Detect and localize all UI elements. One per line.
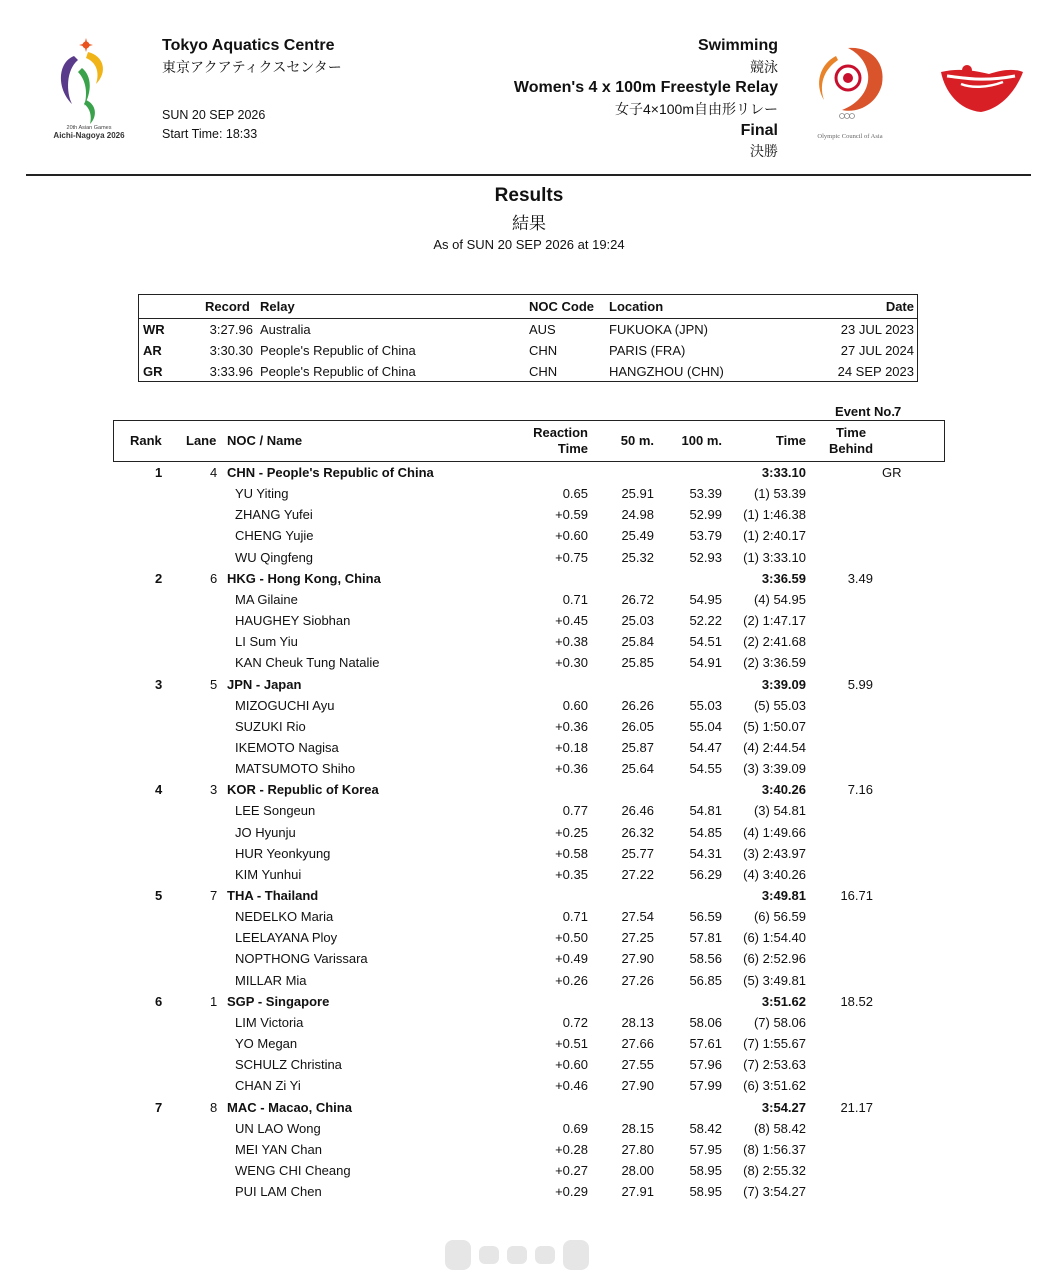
- swimmer-100m: 54.85: [689, 824, 722, 840]
- swimmer-100m: 52.99: [689, 507, 722, 523]
- swimmer-100m: 55.03: [689, 697, 722, 713]
- venue-name: Tokyo Aquatics Centre: [162, 37, 335, 54]
- swimmer-100m: 58.56: [689, 951, 722, 967]
- swimmer-100m: 57.95: [689, 1141, 722, 1157]
- header-reaction-line2: Time: [557, 441, 588, 456]
- swimmer-50m: 26.72: [621, 591, 654, 607]
- oca-text: Olympic Council of Asia: [817, 133, 883, 140]
- swimmer-name: CHENG Yujie: [235, 528, 314, 544]
- team-name: CHN - People's Republic of China: [227, 465, 434, 480]
- swimmer-reaction-time: +0.26: [555, 972, 588, 988]
- swimmer-50m: 24.98: [621, 507, 654, 523]
- swimmer-reaction-time: +0.58: [555, 845, 588, 861]
- swimmer-50m: 27.26: [621, 972, 654, 988]
- swimmer-name: LEE Songeun: [235, 803, 316, 819]
- swimmer-reaction-time: 0.72: [562, 1014, 588, 1030]
- swimmer-name: KAN Cheuk Tung Natalie: [235, 655, 380, 671]
- swimmer-reaction-time: +0.50: [555, 930, 588, 946]
- swimmer-50m: 25.03: [621, 613, 654, 629]
- swimmer-split: (2) 1:47.17: [743, 613, 806, 629]
- team-time-behind: 21.17: [840, 1099, 873, 1115]
- swimmer-50m: 27.54: [621, 909, 654, 925]
- swimmer-50m: 27.25: [621, 930, 654, 946]
- swimmer-name: SUZUKI Rio: [235, 718, 306, 734]
- swimmer-100m: 58.95: [689, 1184, 722, 1200]
- swimmer-split: (6) 3:51.62: [743, 1078, 806, 1094]
- event-no-label: Event No.: [835, 404, 895, 419]
- swimmer-100m: 54.95: [689, 591, 722, 607]
- team-time: 3:51.62: [761, 993, 806, 1009]
- swimmer-name: YO Megan: [235, 1036, 298, 1052]
- swimmer-50m: 28.13: [621, 1014, 654, 1030]
- team-rank: 1: [155, 465, 163, 480]
- swimmer-name: MIZOGUCHI Ayu: [235, 697, 335, 713]
- swimmer-100m: 58.42: [689, 1120, 722, 1136]
- record-code: WR: [143, 322, 165, 337]
- team-name: MAC - Macao, China: [227, 1099, 352, 1115]
- swimmer-name: MATSUMOTO Shiho: [235, 761, 356, 777]
- oca-logo: [808, 42, 892, 142]
- team-time: 3:36.59: [761, 570, 806, 586]
- team-lane: 6: [210, 570, 218, 586]
- swimmer-split: (5) 1:50.07: [743, 718, 806, 734]
- swimmer-split: (5) 3:49.81: [743, 972, 806, 988]
- records-header-date: Date: [885, 299, 914, 314]
- swimmer-split: (8) 2:55.32: [743, 1162, 806, 1178]
- swimmer-100m: 56.85: [689, 972, 722, 988]
- swimmer-100m: 54.51: [689, 634, 722, 650]
- swimmer-split: (7) 58.06: [753, 1014, 806, 1030]
- swimmer-100m: 54.55: [689, 761, 722, 777]
- record-date: 23 JUL 2023: [840, 322, 914, 337]
- team-time-behind: 18.52: [840, 993, 873, 1009]
- swimmer-name: WU Qingfeng: [235, 549, 314, 565]
- swimmer-name: HUR Yeonkyung: [235, 845, 331, 861]
- swimmer-reaction-time: 0.65: [562, 486, 588, 502]
- swimmer-reaction-time: +0.75: [555, 549, 588, 565]
- swimmer-split: (7) 1:55.67: [743, 1036, 806, 1052]
- swimmer-50m: 27.22: [621, 866, 654, 882]
- records-table: [138, 294, 918, 382]
- team-lane: 1: [210, 993, 218, 1009]
- swimmer-reaction-time: +0.35: [555, 866, 588, 882]
- swimmer-reaction-time: 0.77: [562, 803, 588, 819]
- record-location: FUKUOKA (JPN): [609, 322, 708, 337]
- logo-caption-line2: Aichi-Nagoya 2026: [53, 131, 125, 140]
- record-location: HANGZHOU (CHN): [609, 364, 724, 379]
- team-lane: 4: [210, 465, 218, 480]
- swimmer-50m: 27.91: [621, 1184, 654, 1200]
- swimmer-split: (3) 2:43.97: [743, 845, 806, 861]
- team-lane: 5: [210, 676, 218, 692]
- swimmer-split: (8) 1:56.37: [743, 1141, 806, 1157]
- swimmer-split: (2) 3:36.59: [743, 655, 806, 671]
- records-header-noc: NOC Code: [529, 299, 594, 314]
- record-relay: People's Republic of China: [260, 343, 416, 358]
- swimmer-50m: 25.64: [621, 761, 654, 777]
- swimmer-50m: 25.87: [621, 739, 654, 755]
- swimmer-split: (1) 53.39: [753, 486, 806, 502]
- team-rank: 4: [155, 782, 163, 798]
- swimmer-50m: 26.26: [621, 697, 654, 713]
- swimmer-reaction-time: +0.30: [555, 655, 588, 671]
- swimmer-reaction-time: +0.36: [555, 718, 588, 734]
- swimmer-reaction-time: +0.51: [555, 1036, 588, 1052]
- event-date: SUN 20 SEP 2026: [162, 108, 266, 122]
- event-no-value: 7: [894, 404, 902, 419]
- team-rank: 6: [155, 993, 163, 1009]
- swimmer-split: (3) 3:39.09: [743, 761, 806, 777]
- swimmer-100m: 55.04: [689, 718, 722, 734]
- swimmer-100m: 54.31: [689, 845, 722, 861]
- phase-name-jp: 決勝: [750, 143, 778, 159]
- record-time: 3:27.96: [209, 322, 253, 337]
- venue-name-jp: 東京アクアティクスセンター: [162, 59, 342, 75]
- swimmer-split: (7) 2:53.63: [743, 1057, 806, 1073]
- team-time: 3:39.09: [761, 676, 806, 692]
- swimmer-reaction-time: 0.71: [562, 591, 588, 607]
- swimmer-reaction-time: +0.59: [555, 507, 588, 523]
- header-lane: Lane: [186, 433, 217, 448]
- swimmer-50m: 26.32: [621, 824, 654, 840]
- header-noc-name: NOC / Name: [227, 433, 303, 448]
- swimmer-name: WENG CHI Cheang: [235, 1162, 351, 1178]
- team-time: 3:54.27: [761, 1099, 806, 1115]
- swimmer-reaction-time: +0.49: [555, 951, 588, 967]
- swimmer-name: ZHANG Yufei: [235, 507, 313, 523]
- record-date: 24 SEP 2023: [837, 364, 914, 379]
- swimmer-50m: 25.84: [621, 634, 654, 650]
- swimmer-split: (4) 54.95: [753, 591, 806, 607]
- record-noc: AUS: [529, 322, 556, 337]
- swimmer-100m: 53.79: [689, 528, 722, 544]
- swimmer-name: KIM Yunhui: [235, 866, 302, 882]
- team-time-behind: 3.49: [847, 570, 873, 586]
- swimmer-50m: 27.90: [621, 951, 654, 967]
- header-behind-line1: Time: [835, 425, 867, 440]
- swimmer-100m: 54.47: [689, 739, 722, 755]
- swimmer-name: SCHULZ Christina: [235, 1057, 342, 1073]
- records-header-record: Record: [205, 299, 250, 314]
- swimmer-reaction-time: +0.45: [555, 613, 588, 629]
- as-of-timestamp: As of SUN 20 SEP 2026 at 19:24: [433, 237, 625, 252]
- swimmer-100m: 57.81: [689, 930, 722, 946]
- team-rank: 7: [155, 1099, 163, 1115]
- swimmer-50m: 26.05: [621, 718, 654, 734]
- swimmer-name: UN LAO Wong: [235, 1120, 321, 1136]
- event-name-jp: 女子4×100m自由形リレー: [615, 101, 778, 117]
- swimmer-reaction-time: +0.18: [555, 739, 588, 755]
- team-name: SGP - Singapore: [227, 993, 330, 1009]
- swimmer-50m: 27.90: [621, 1078, 654, 1094]
- sport-name-jp: 競泳: [750, 59, 778, 75]
- team-time: 3:33.10: [761, 465, 806, 480]
- swimmer-100m: 53.39: [689, 486, 722, 502]
- swimmer-name: LIM Victoria: [235, 1014, 304, 1030]
- swimmer-split: (6) 2:52.96: [743, 951, 806, 967]
- swimmer-50m: 25.85: [621, 655, 654, 671]
- swimmer-name: MEI YAN Chan: [235, 1141, 322, 1157]
- swimmer-50m: 25.91: [621, 486, 654, 502]
- swimmer-reaction-time: +0.28: [555, 1141, 588, 1157]
- swimmer-split: (7) 3:54.27: [743, 1184, 806, 1200]
- swimmer-reaction-time: +0.27: [555, 1162, 588, 1178]
- swimmer-50m: 28.15: [621, 1120, 654, 1136]
- logo-caption: [44, 125, 134, 140]
- phase-name: Final: [740, 122, 778, 139]
- header-behind-line2: Behind: [828, 441, 874, 456]
- swimmer-100m: 54.91: [689, 655, 722, 671]
- swimmer-reaction-time: +0.25: [555, 824, 588, 840]
- header-time: Time: [775, 433, 806, 448]
- swimmer-100m: 58.95: [689, 1162, 722, 1178]
- header-rank: Rank: [130, 433, 162, 448]
- record-date: 27 JUL 2024: [840, 343, 914, 358]
- watermark: [445, 1238, 605, 1272]
- swimmer-100m: 52.93: [689, 549, 722, 565]
- swimmer-split: (8) 58.42: [753, 1120, 806, 1136]
- swimmer-name: IKEMOTO Nagisa: [235, 739, 339, 755]
- swimmer-name: LEELAYANA Ploy: [235, 930, 338, 946]
- start-time: Start Time: 18:33: [162, 127, 258, 141]
- swimmer-name: PUI LAM Chen: [235, 1184, 322, 1200]
- swimmer-name: HAUGHEY Siobhan: [235, 613, 351, 629]
- record-code: GR: [143, 364, 163, 379]
- swimmer-reaction-time: 0.69: [562, 1120, 588, 1136]
- swimmer-split: (3) 54.81: [753, 803, 806, 819]
- swimmer-split: (4) 3:40.26: [743, 866, 806, 882]
- team-lane: 8: [210, 1099, 218, 1115]
- record-time: 3:33.96: [209, 364, 253, 379]
- team-rank: 5: [155, 888, 163, 903]
- swimmer-100m: 57.61: [689, 1036, 722, 1052]
- swimmer-100m: 54.81: [689, 803, 722, 819]
- swimmer-100m: 57.96: [689, 1057, 722, 1073]
- swimmer-name: MA Gilaine: [235, 591, 298, 607]
- record-location: PARIS (FRA): [609, 343, 686, 358]
- swimmer-split: (6) 1:54.40: [743, 930, 806, 946]
- header-divider: [26, 174, 1031, 176]
- team-time: 3:49.81: [761, 888, 806, 903]
- swimmer-100m: 58.06: [689, 1014, 722, 1030]
- team-name: KOR - Republic of Korea: [227, 782, 379, 798]
- header-50m: 50 m.: [620, 433, 654, 448]
- record-time: 3:30.30: [209, 343, 253, 358]
- record-code: AR: [143, 343, 162, 358]
- swimmer-100m: 57.99: [689, 1078, 722, 1094]
- swimmer-name: YU Yiting: [235, 486, 289, 502]
- header-100m: 100 m.: [681, 433, 722, 448]
- swimmer-split: (5) 55.03: [753, 697, 806, 713]
- swimmer-50m: 25.49: [621, 528, 654, 544]
- records-header-relay: Relay: [260, 299, 295, 314]
- swimmer-split: (6) 56.59: [753, 909, 806, 925]
- team-record: GR: [882, 465, 902, 480]
- swimmer-50m: 28.00: [621, 1162, 654, 1178]
- swimmer-name: CHAN Zi Yi: [235, 1078, 301, 1094]
- team-name: HKG - Hong Kong, China: [227, 570, 381, 586]
- team-lane: 7: [210, 888, 218, 903]
- swimmer-split: (2) 2:41.68: [743, 634, 806, 650]
- swimmer-name: LI Sum Yiu: [235, 634, 298, 650]
- swimmer-name: NOPTHONG Varissara: [235, 951, 368, 967]
- header-reaction-line1: Reaction: [533, 425, 588, 440]
- record-noc: CHN: [529, 343, 558, 358]
- swimmer-split: (4) 2:44.54: [743, 739, 806, 755]
- record-relay: Australia: [260, 322, 311, 337]
- swimmer-name: JO Hyunju: [235, 824, 296, 840]
- records-header-location: Location: [609, 299, 664, 314]
- team-time-behind: 16.71: [840, 888, 873, 903]
- team-time-behind: 5.99: [847, 676, 873, 692]
- swimmer-reaction-time: 0.60: [562, 697, 588, 713]
- swimmer-reaction-time: +0.60: [555, 528, 588, 544]
- swimmer-reaction-time: +0.38: [555, 634, 588, 650]
- swimmer-100m: 56.29: [689, 866, 722, 882]
- team-time: 3:40.26: [761, 782, 806, 798]
- record-relay: People's Republic of China: [260, 364, 416, 379]
- team-rank: 3: [155, 676, 163, 692]
- swimmer-split: (1) 1:46.38: [743, 507, 806, 523]
- event-name: Women's 4 x 100m Freestyle Relay: [513, 79, 778, 96]
- logo-caption-line1: 20th Asian Games: [66, 125, 112, 131]
- swimming-pictogram: [937, 58, 1027, 118]
- swimmer-50m: 27.55: [621, 1057, 654, 1073]
- swimmer-50m: 25.77: [621, 845, 654, 861]
- team-rank: 2: [155, 570, 163, 586]
- swimmer-split: (4) 1:49.66: [743, 824, 806, 840]
- swimmer-reaction-time: +0.46: [555, 1078, 588, 1094]
- swimmer-reaction-time: +0.36: [555, 761, 588, 777]
- team-time-behind: 7.16: [847, 782, 873, 798]
- swimmer-reaction-time: 0.71: [562, 909, 588, 925]
- swimmer-reaction-time: +0.29: [555, 1184, 588, 1200]
- sport-name: Swimming: [697, 37, 778, 54]
- swimmer-name: NEDELKO Maria: [235, 909, 334, 925]
- results-title-jp: 結果: [512, 214, 546, 233]
- record-noc: CHN: [529, 364, 558, 379]
- swimmer-50m: 25.32: [621, 549, 654, 565]
- swimmer-50m: 26.46: [621, 803, 654, 819]
- swimmer-50m: 27.80: [621, 1141, 654, 1157]
- results-title: Results: [494, 185, 564, 206]
- team-name: JPN - Japan: [227, 676, 302, 692]
- swimmer-reaction-time: +0.60: [555, 1057, 588, 1073]
- swimmer-50m: 27.66: [621, 1036, 654, 1052]
- swimmer-split: (1) 2:40.17: [743, 528, 806, 544]
- swimmer-100m: 52.22: [689, 613, 722, 629]
- swimmer-100m: 56.59: [689, 909, 722, 925]
- team-name: THA - Thailand: [227, 888, 319, 903]
- records-header-divider: [138, 318, 918, 319]
- swimmer-split: (1) 3:33.10: [743, 549, 806, 565]
- swimmer-name: MILLAR Mia: [235, 972, 307, 988]
- team-lane: 3: [210, 782, 218, 798]
